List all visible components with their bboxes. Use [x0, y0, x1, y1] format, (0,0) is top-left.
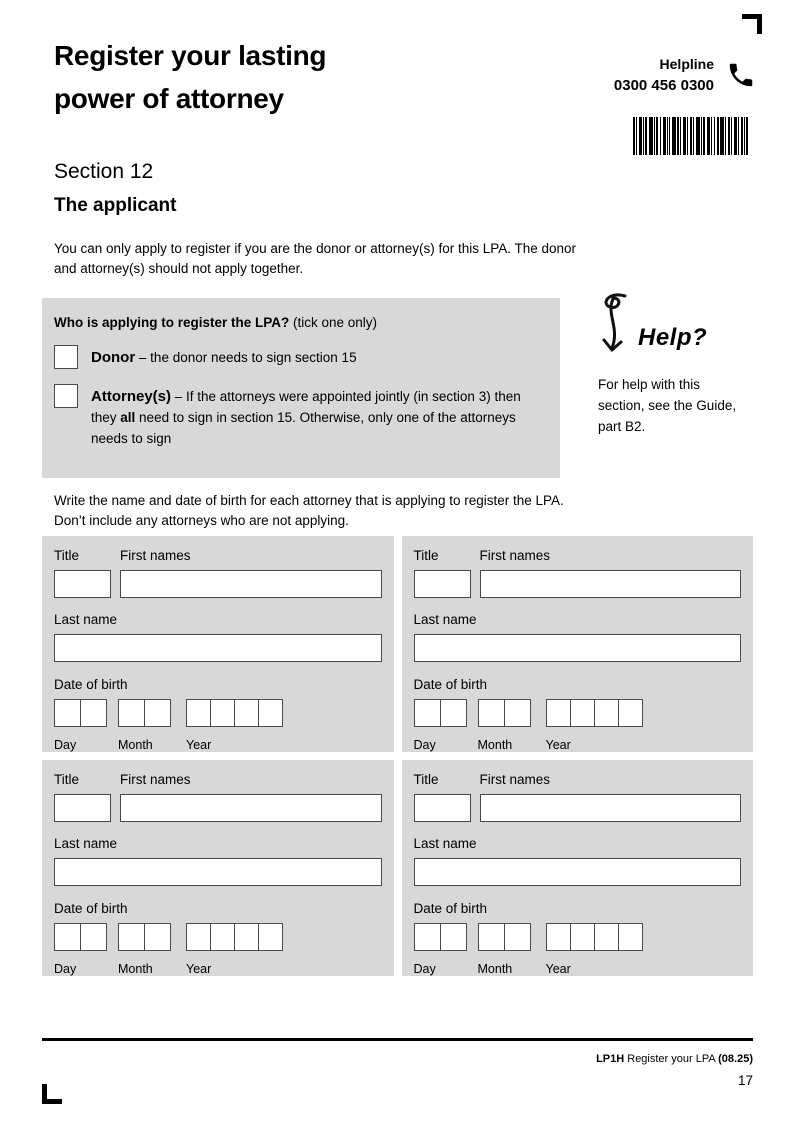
dob-unit-labels-row — [414, 962, 742, 976]
last-name-input[interactable] — [54, 634, 382, 662]
dob-boxes-row — [414, 923, 742, 951]
title-input[interactable] — [54, 794, 111, 822]
dob-label: Date of birth — [54, 677, 128, 692]
donor-checkbox[interactable] — [54, 345, 78, 369]
dob-day-digit-input[interactable] — [440, 699, 467, 727]
dob-year-group — [186, 699, 283, 727]
last-name-label: Last name — [54, 612, 118, 627]
applicant-question-text: Who is applying to register the LPA? — [54, 315, 290, 330]
year-label: Year — [545, 738, 571, 752]
dob-day-group — [414, 699, 467, 727]
corner-mark-bottom-left-icon — [42, 1084, 62, 1104]
dob-month-digit-input[interactable] — [144, 923, 171, 951]
dob-month-digit-input[interactable] — [478, 923, 505, 951]
dob-year-digit-input[interactable] — [210, 699, 235, 727]
dob-boxes-row — [54, 923, 382, 951]
dob-year-digit-input[interactable] — [570, 699, 595, 727]
dob-year-group — [546, 699, 643, 727]
applicant-question-note: (tick one only) — [289, 315, 378, 330]
year-label: Year — [545, 962, 571, 976]
title-label: Title — [413, 548, 439, 563]
attorneys-checkbox[interactable] — [54, 384, 78, 408]
name-labels-row — [54, 548, 382, 563]
donor-option-text — [91, 345, 531, 368]
dob-label: Date of birth — [54, 901, 128, 916]
donor-option-label: Donor — [91, 349, 136, 366]
attorneys-option-label: Attorney(s) — [91, 388, 172, 405]
name-labels-row — [414, 548, 742, 563]
dob-month-digit-input[interactable] — [504, 923, 531, 951]
corner-mark-top-right-icon — [742, 14, 762, 34]
footer-form-reference — [596, 1053, 753, 1065]
dob-month-digit-input[interactable] — [118, 699, 145, 727]
day-label: Day — [54, 962, 77, 976]
last-name-label: Last name — [413, 612, 477, 627]
page-title-line2: power of attorney — [54, 83, 284, 114]
dob-month-digit-input[interactable] — [118, 923, 145, 951]
first-names-label: First names — [120, 772, 191, 787]
page-title-line1: Register your lasting — [54, 40, 327, 71]
footer-form-name: Register your LPA — [624, 1053, 719, 1065]
helpline-text — [614, 56, 714, 94]
dob-year-digit-input[interactable] — [546, 923, 571, 951]
dob-year-digit-input[interactable] — [258, 923, 283, 951]
dob-year-digit-input[interactable] — [618, 923, 643, 951]
last-name-input[interactable] — [414, 634, 742, 662]
name-labels-row — [414, 772, 742, 787]
dob-day-digit-input[interactable] — [54, 699, 81, 727]
day-label: Day — [54, 738, 77, 752]
attorneys-option-text — [91, 384, 531, 449]
first-names-label: First names — [479, 548, 551, 563]
donor-option-row — [54, 345, 548, 369]
dob-year-digit-input[interactable] — [594, 923, 619, 951]
name-inputs-row — [54, 794, 382, 822]
title-label: Title — [54, 548, 80, 563]
attorney-panel-2 — [402, 536, 754, 752]
dob-boxes-row — [414, 699, 742, 727]
first-names-input[interactable] — [480, 794, 742, 822]
first-names-label: First names — [479, 772, 551, 787]
attorneys-option-desc1: – If the attorneys were appointed jointly (in section 3) then they — [91, 389, 521, 425]
first-names-input[interactable] — [120, 794, 382, 822]
attorney-panel-3 — [42, 760, 394, 976]
last-name-label: Last name — [54, 836, 118, 851]
dob-year-digit-input[interactable] — [570, 923, 595, 951]
dob-unit-labels-row — [414, 738, 742, 752]
attorneys-option-row — [54, 384, 548, 449]
dob-day-group — [414, 923, 467, 951]
dob-day-digit-input[interactable] — [414, 699, 441, 727]
first-names-input[interactable] — [120, 570, 382, 598]
title-input[interactable] — [54, 570, 111, 598]
last-name-label: Last name — [413, 836, 477, 851]
attorney-panel-1 — [42, 536, 394, 752]
name-labels-row — [54, 772, 382, 787]
dob-day-digit-input[interactable] — [80, 923, 107, 951]
day-label: Day — [413, 738, 436, 752]
helpline-block — [614, 56, 756, 94]
footer-rule — [42, 1038, 753, 1041]
dob-day-digit-input[interactable] — [440, 923, 467, 951]
attorney-panel-4 — [402, 760, 754, 976]
footer-form-code: LP1H — [596, 1053, 625, 1065]
name-inputs-row — [54, 570, 382, 598]
name-inputs-row — [414, 794, 742, 822]
dob-day-digit-input[interactable] — [54, 923, 81, 951]
year-label: Year — [186, 738, 212, 752]
page-number: 17 — [737, 1073, 753, 1088]
dob-year-group — [186, 923, 283, 951]
attorney-panels — [42, 536, 753, 976]
helpline-label: Helpline — [659, 56, 714, 72]
name-inputs-row — [414, 570, 742, 598]
help-title: Help? — [638, 324, 708, 351]
dob-year-digit-input[interactable] — [594, 699, 619, 727]
title-label: Title — [54, 772, 80, 787]
page-title — [54, 34, 326, 120]
dob-day-digit-input[interactable] — [414, 923, 441, 951]
dob-day-group — [54, 699, 107, 727]
section-title: The applicant — [54, 195, 177, 216]
dob-day-digit-input[interactable] — [80, 699, 107, 727]
donor-option-desc: – the donor needs to sign section 15 — [135, 350, 357, 365]
first-names-input[interactable] — [480, 570, 742, 598]
last-name-input[interactable] — [54, 858, 382, 886]
dob-label: Date of birth — [413, 677, 488, 692]
barcode-icon — [633, 117, 748, 155]
section-header — [54, 160, 176, 217]
footer-form-version: (08.25) — [718, 1053, 753, 1065]
applicant-choice-box — [42, 298, 560, 478]
helpline-number: 0300 456 0300 — [613, 77, 714, 94]
help-callout — [594, 288, 760, 438]
dob-month-group — [478, 699, 531, 727]
first-names-label: First names — [120, 548, 191, 563]
title-input[interactable] — [414, 570, 471, 598]
help-text: For help with this section, see the Guide, part B2. — [598, 377, 737, 434]
dob-month-digit-input[interactable] — [504, 699, 531, 727]
dob-day-group — [54, 923, 107, 951]
last-name-input[interactable] — [414, 858, 742, 886]
month-label: Month — [477, 962, 513, 976]
dob-year-digit-input[interactable] — [258, 699, 283, 727]
dob-year-digit-input[interactable] — [186, 699, 211, 727]
applicant-question — [54, 315, 548, 330]
intro-text: You can only apply to register if you are the donor or attorney(s) for this LPA. The donor and attorney(s) should not apply together. — [54, 241, 577, 276]
dob-year-digit-input[interactable] — [210, 923, 235, 951]
year-label: Year — [186, 962, 212, 976]
dob-year-digit-input[interactable] — [234, 699, 259, 727]
dob-month-digit-input[interactable] — [478, 699, 505, 727]
month-label: Month — [118, 962, 153, 976]
month-label: Month — [477, 738, 513, 752]
dob-unit-labels-row — [54, 738, 382, 752]
dob-month-group — [478, 923, 531, 951]
dob-year-digit-input[interactable] — [186, 923, 211, 951]
month-label: Month — [118, 738, 153, 752]
dob-year-group — [546, 923, 643, 951]
title-input[interactable] — [414, 794, 471, 822]
dob-year-digit-input[interactable] — [546, 699, 571, 727]
arrow-doodle-icon — [594, 290, 636, 373]
section-number: Section 12 — [54, 160, 154, 183]
dob-boxes-row — [54, 699, 382, 727]
dob-unit-labels-row — [54, 962, 382, 976]
dob-year-digit-input[interactable] — [234, 923, 259, 951]
title-label: Title — [413, 772, 439, 787]
dob-month-group — [118, 923, 171, 951]
dob-month-digit-input[interactable] — [144, 699, 171, 727]
dob-month-group — [118, 699, 171, 727]
attorneys-option-desc-bold: all — [120, 410, 136, 425]
day-label: Day — [413, 962, 436, 976]
phone-icon — [726, 60, 756, 90]
instruction-text: Write the name and date of birth for each attorney that is applying to register the LPA. Don’t include any attorneys who are not applying. — [54, 493, 564, 528]
attorneys-option-desc2: need to sign in section 15. Otherwise, only one of the attorneys needs to sign — [91, 410, 516, 446]
dob-year-digit-input[interactable] — [618, 699, 643, 727]
dob-label: Date of birth — [413, 901, 488, 916]
